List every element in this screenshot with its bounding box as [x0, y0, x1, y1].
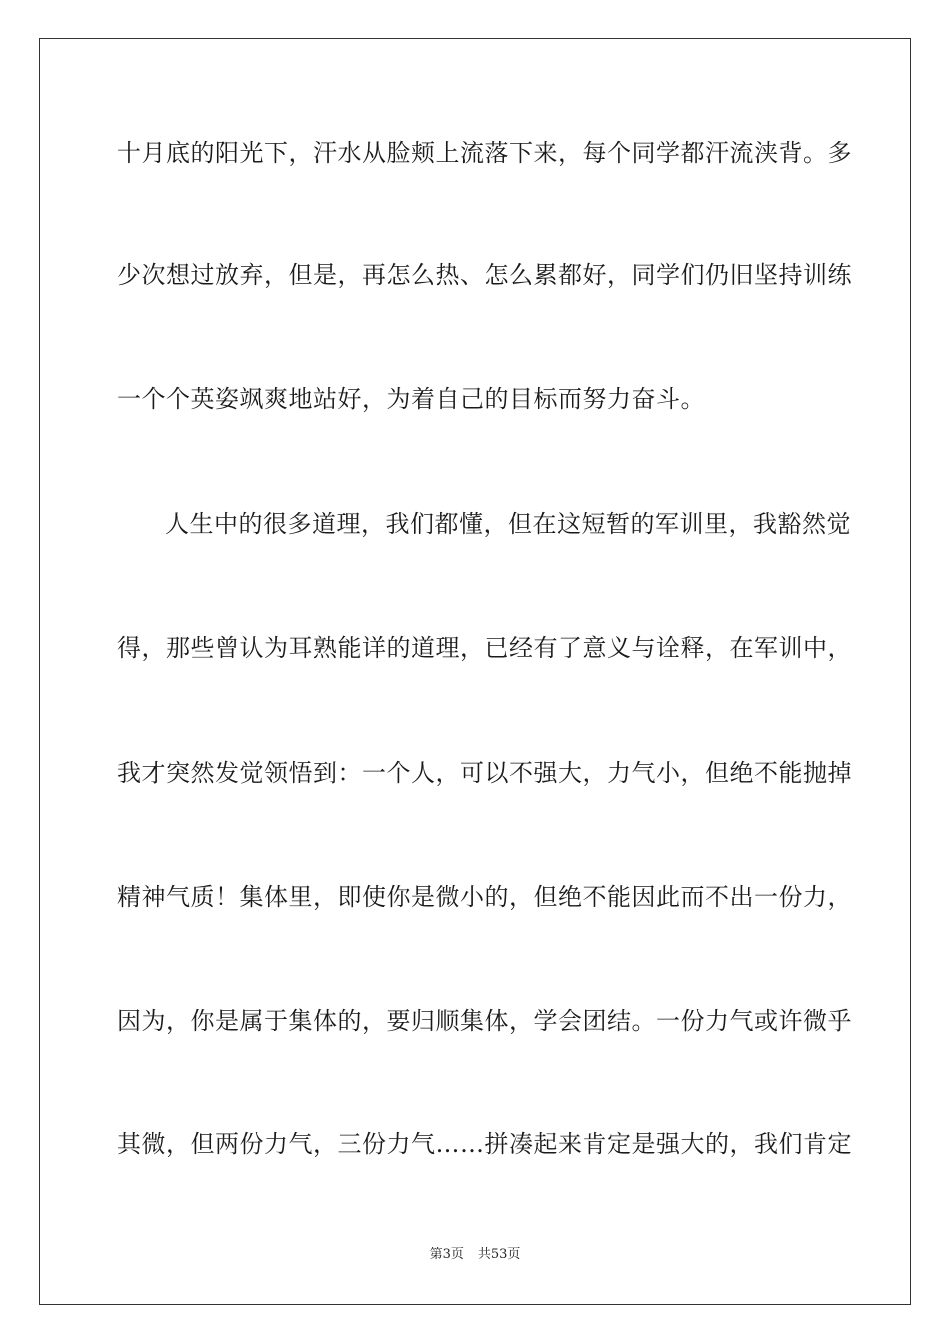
body-text-line: 一个个英姿飒爽地站好，为着自己的目标而努力奋斗。: [117, 385, 705, 413]
body-text-line: 因为，你是属于集体的，要归顺集体，学会团结。一份力气或许微乎: [117, 1007, 852, 1035]
page-border: [39, 38, 911, 1305]
body-text-line: 十月底的阳光下，汗水从脸颊上流落下来，每个同学都汗流浃背。多: [117, 139, 852, 167]
body-text-line: 我才突然发觉领悟到：一个人，可以不强大，力气小，但绝不能抛掉: [117, 759, 852, 787]
body-text-line: 其微，但两份力气，三份力气……拼凑起来肯定是强大的，我们肯定: [117, 1130, 852, 1158]
body-text-line: 少次想过放弃，但是，再怎么热、怎么累都好，同学们仍旧坚持训练: [117, 261, 852, 289]
body-text-line: 精神气质！集体里，即使你是微小的，但绝不能因此而不出一份力，: [117, 883, 852, 911]
current-page-number: 第3页: [429, 1247, 464, 1262]
paragraph-start-line: 人生中的很多道理，我们都懂，但在这短暂的军训里，我豁然觉: [165, 510, 851, 538]
page-footer: [0, 1246, 950, 1264]
total-page-count: 共53页: [477, 1247, 521, 1262]
body-text-line: 得，那些曾认为耳熟能详的道理，已经有了意义与诠释，在军训中，: [117, 634, 852, 662]
